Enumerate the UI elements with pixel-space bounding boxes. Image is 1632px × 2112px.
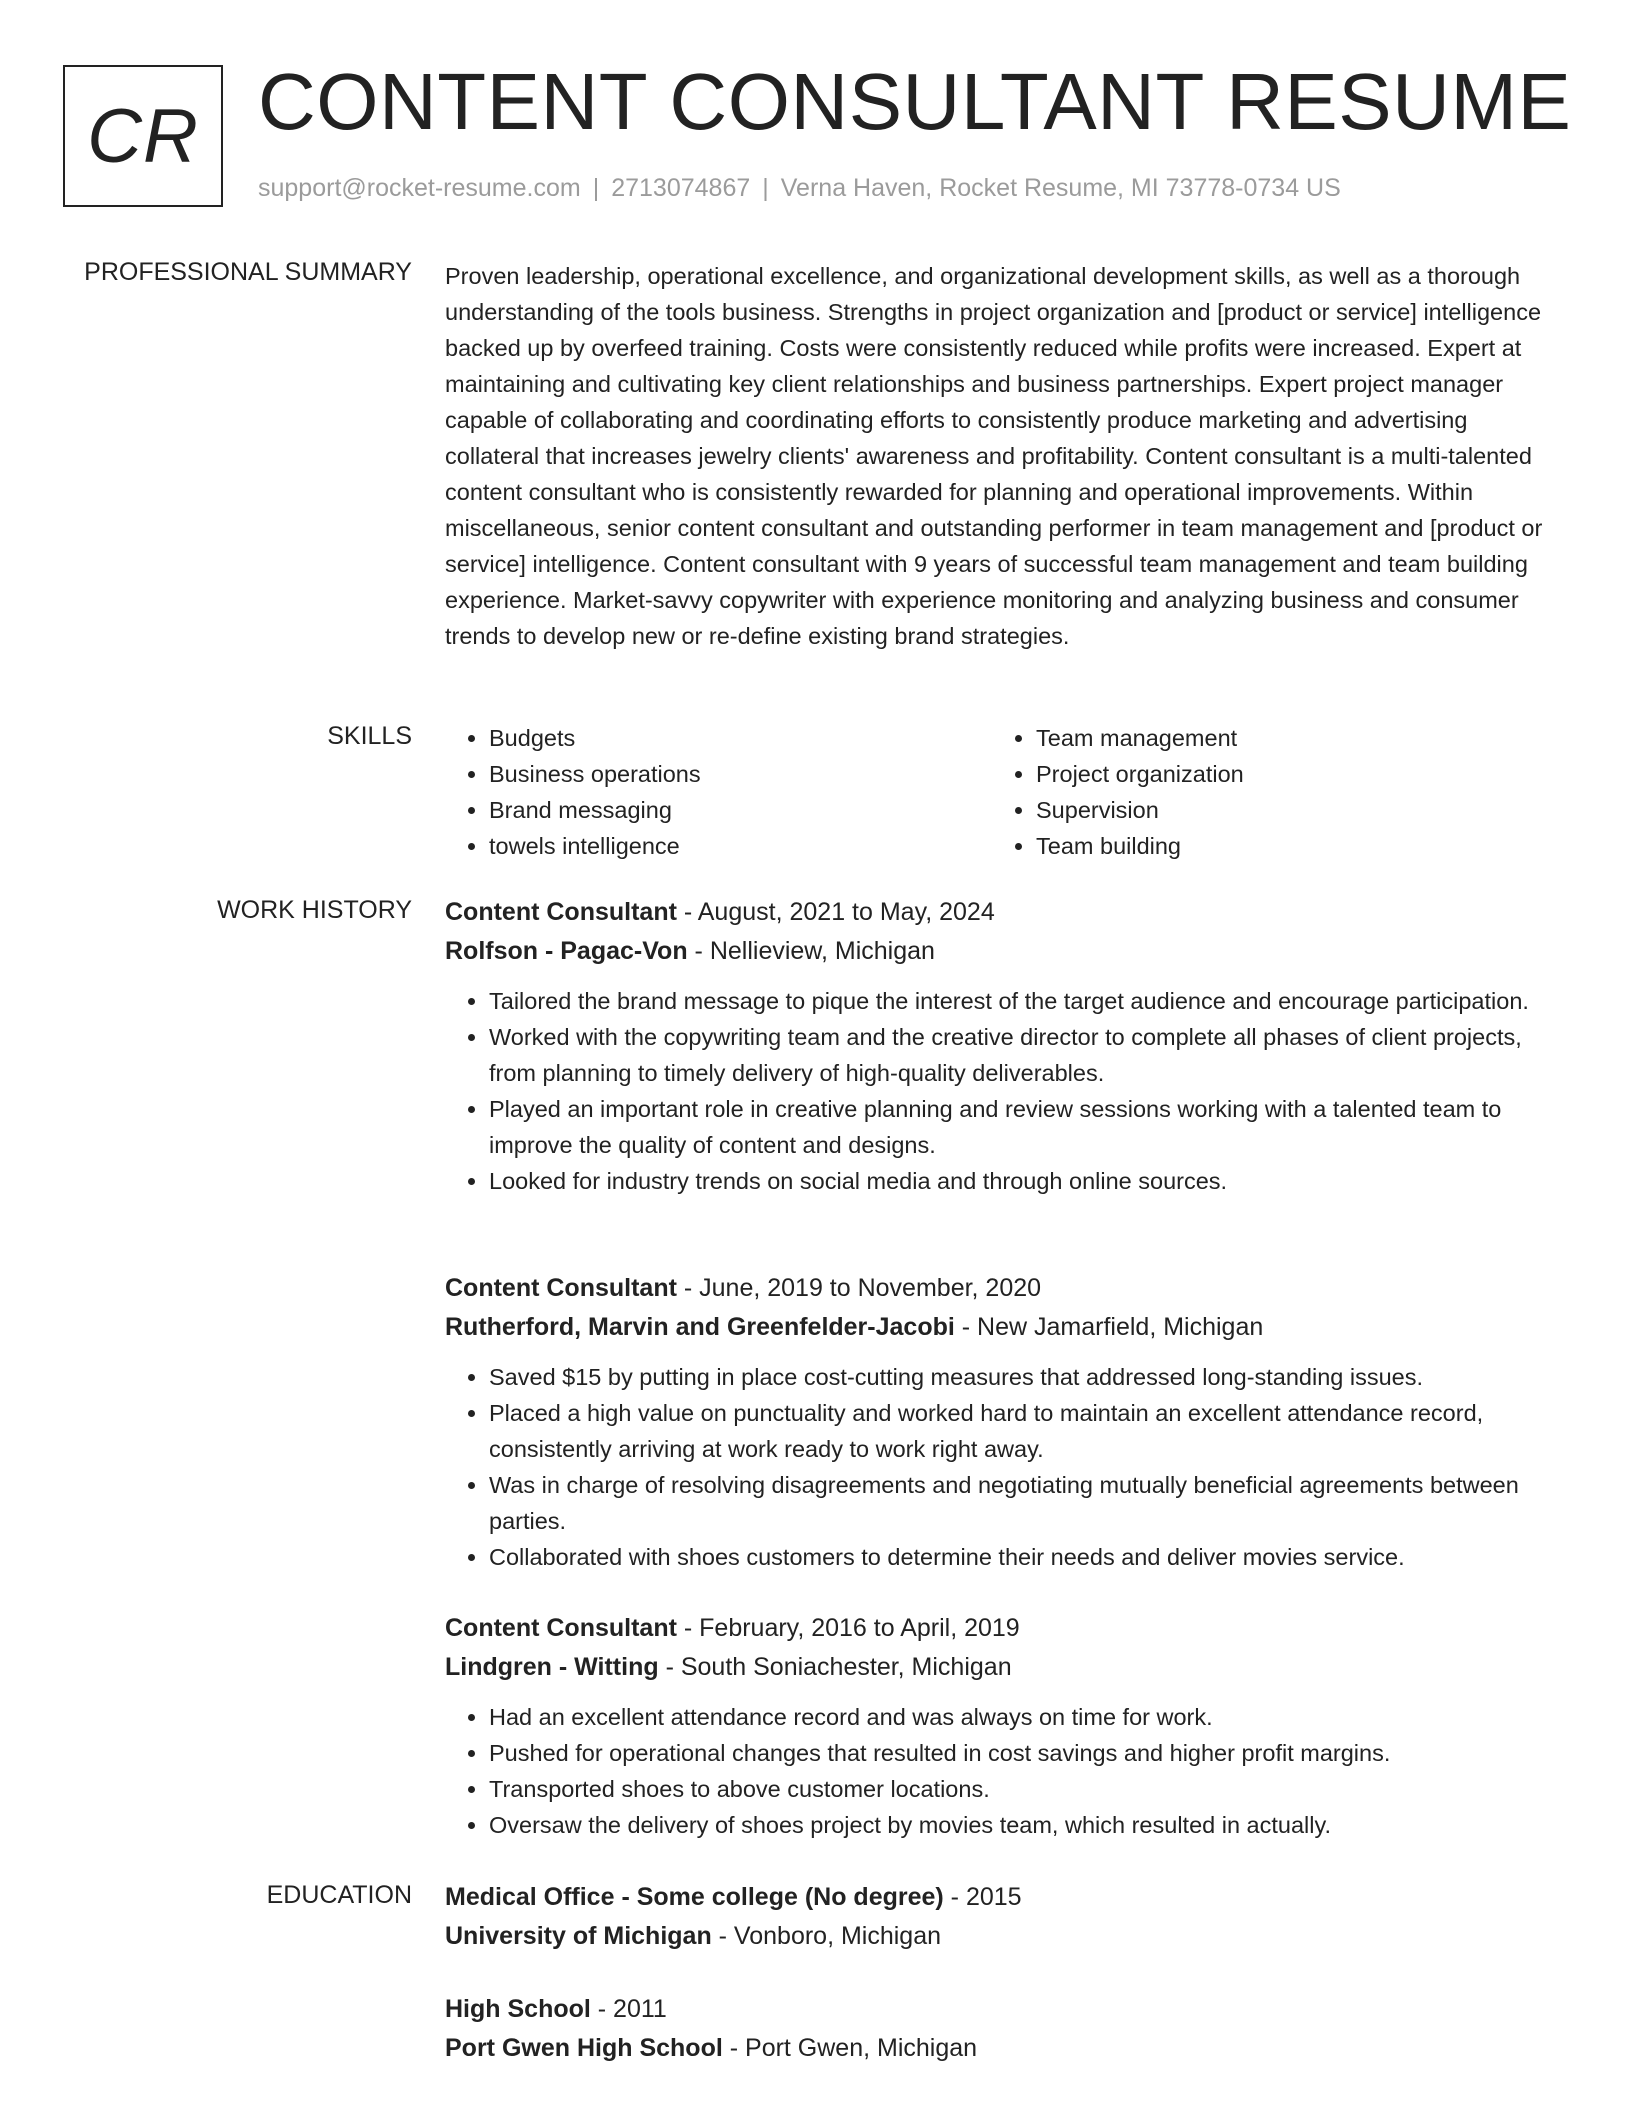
education-degree-line <box>445 1878 1565 1917</box>
skills-list <box>445 720 1565 864</box>
job-bullet: • Had an excellent attendance record and was always on time for work. <box>489 1699 1565 1735</box>
job-bullet: • Collaborated with shoes customers to determine their needs and deliver movies service. <box>489 1539 1565 1575</box>
job-company: Rolfson - Pagac-Von <box>445 937 688 965</box>
education-degree: Medical Office - Some college (No degree) <box>445 1883 944 1911</box>
skill-item: • Budgets <box>489 720 992 756</box>
contact-phone[interactable]: 2713074867 <box>611 174 751 202</box>
job-bullets <box>445 1359 1565 1575</box>
job-company: Rutherford, Marvin and Greenfelder-Jacobi <box>445 1313 955 1341</box>
job-bullet: • Was in charge of resolving disagreements and negotiating mutually beneficial agreements between parties. <box>489 1467 1565 1539</box>
job-dates: - June, 2019 to November, 2020 <box>676 1274 1042 1302</box>
education-year: - 2011 <box>590 1995 667 2023</box>
contact-email[interactable]: support@rocket-resume.com <box>258 174 581 202</box>
skills-column-right <box>992 720 1539 864</box>
job-company: Lindgren - Witting <box>445 1653 659 1681</box>
education-degree: High School <box>445 1995 591 2023</box>
contact-line <box>258 174 1341 203</box>
education-school-line <box>445 2029 1565 2068</box>
monogram-initials: CR <box>87 93 199 179</box>
summary-text: Proven leadership, operational excellence, and organizational development skills, as well as a thorough understanding of the tools business. Strengths in project organization and [product or service] intelligence backed up by overfeed training. Costs were consistently reduced while profits were increased. Expert at maintaining and cultivating key client relationships and business partnerships. Expert project manager capable of collaborating and coordinating efforts to consistently produce marketing and advertising collateral that increases jewelry clients' awareness and profitability. Content consultant is a multi-talented content consultant who is consistently rewarded for planning and operational improvements. Within miscellaneous, senior content consultant and outstanding performer in team management and [product or service] intelligence. Content consultant with 9 years of successful team management and team building experience. Market-savvy copywriter with experience monitoring and analyzing business and consumer trends to develop new or re-define existing brand strategies. <box>445 263 1543 649</box>
job-bullet: • Pushed for operational changes that resulted in cost savings and higher profit margins. <box>489 1735 1565 1771</box>
job-dates: - August, 2021 to May, 2024 <box>676 898 995 926</box>
job-entry <box>445 1609 1565 1843</box>
job-bullets <box>445 983 1565 1199</box>
skills-section-label: SKILLS <box>327 722 412 750</box>
job-bullet: • Worked with the copywriting team and the creative director to complete all phases of client projects, from planning to timely delivery of high-quality deliverables. <box>489 1019 1565 1091</box>
education-location: - Port Gwen, Michigan <box>722 2034 978 2062</box>
job-entry <box>445 893 1565 1199</box>
job-entry <box>445 1269 1565 1575</box>
job-company-line <box>445 1308 1565 1347</box>
job-title-line <box>445 1269 1565 1308</box>
job-location: - Nellieview, Michigan <box>687 937 935 965</box>
job-bullet: • Oversaw the delivery of shoes project by movies team, which resulted in actually. <box>489 1807 1565 1843</box>
job-title: Content Consultant <box>445 1274 677 1302</box>
contact-separator: | <box>762 174 769 202</box>
education-degree-line <box>445 1990 1565 2029</box>
job-title: Content Consultant <box>445 1614 677 1642</box>
job-title-line <box>445 1609 1565 1648</box>
education-school: Port Gwen High School <box>445 2034 723 2062</box>
education-school: University of Michigan <box>445 1922 712 1950</box>
summary-section-label: PROFESSIONAL SUMMARY <box>84 258 412 286</box>
monogram-box <box>63 65 223 207</box>
job-bullet: • Tailored the brand message to pique the interest of the target audience and encourage participation. <box>489 983 1565 1019</box>
contact-address: Verna Haven, Rocket Resume, MI 73778-0734 US <box>780 174 1341 202</box>
education-school-line <box>445 1917 1565 1956</box>
job-bullet: • Placed a high value on punctuality and worked hard to maintain an excellent attendance record, consistently arriving at work ready to work right away. <box>489 1395 1565 1467</box>
job-bullet: • Transported shoes to above customer locations. <box>489 1771 1565 1807</box>
contact-separator: | <box>592 174 600 202</box>
skill-item: • Project organization <box>1036 756 1539 792</box>
job-company-line <box>445 1648 1565 1687</box>
skill-item: • Supervision <box>1036 792 1539 828</box>
job-title: Content Consultant <box>445 898 677 926</box>
skills-column-left <box>445 720 992 864</box>
skill-item: • Brand messaging <box>489 792 992 828</box>
job-bullets <box>445 1699 1565 1843</box>
education-entry <box>445 1878 1565 1956</box>
job-company-line <box>445 932 1565 971</box>
skill-item: • Team building <box>1036 828 1539 864</box>
job-bullet: • Played an important role in creative planning and review sessions working with a talented team to improve the quality of content and designs. <box>489 1091 1565 1163</box>
education-section-label: EDUCATION <box>266 1881 412 1909</box>
job-location: - New Jamarfield, Michigan <box>954 1313 1264 1341</box>
job-title-line <box>445 893 1565 932</box>
work-section-label: WORK HISTORY <box>217 896 412 924</box>
resume-title: CONTENT CONSULTANT RESUME <box>258 57 1572 146</box>
skill-item: • Business operations <box>489 756 992 792</box>
job-location: - South Soniachester, Michigan <box>658 1653 1012 1681</box>
education-location: - Vonboro, Michigan <box>711 1922 942 1950</box>
skill-item: • towels intelligence <box>489 828 992 864</box>
education-year: - 2015 <box>943 1883 1022 1911</box>
skill-item: • Team management <box>1036 720 1539 756</box>
job-bullet: • Saved $15 by putting in place cost-cutting measures that addressed long-standing issues. <box>489 1359 1565 1395</box>
job-dates: - February, 2016 to April, 2019 <box>676 1614 1020 1642</box>
job-bullet: • Looked for industry trends on social media and through online sources. <box>489 1163 1565 1199</box>
education-entry <box>445 1990 1565 2068</box>
